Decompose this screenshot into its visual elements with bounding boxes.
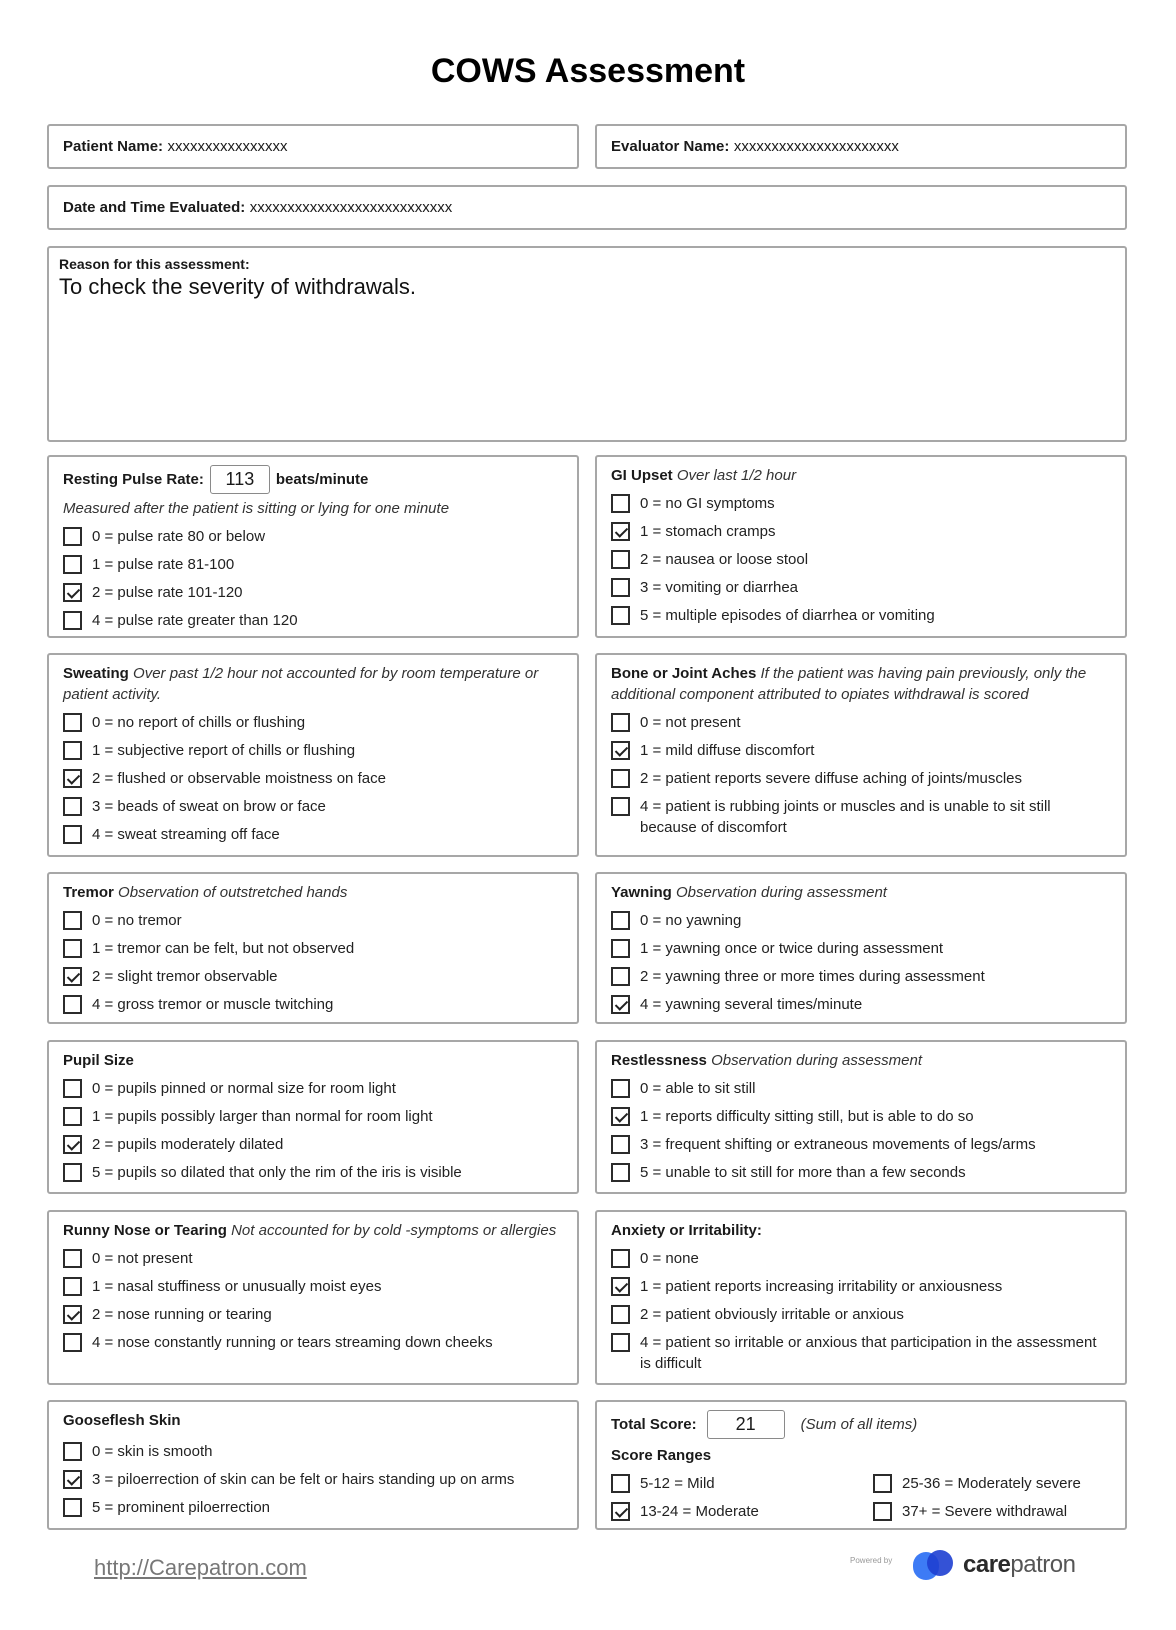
pulse-option[interactable] xyxy=(63,582,563,603)
tremor-option[interactable] xyxy=(63,994,563,1015)
checkbox[interactable] xyxy=(611,1163,630,1182)
option-label: 2 = nose running or tearing xyxy=(92,1306,272,1323)
runny-option[interactable] xyxy=(63,1248,563,1269)
date-time-field[interactable] xyxy=(47,185,1127,230)
tremor-title: Tremor xyxy=(63,884,114,901)
checkbox-checked[interactable] xyxy=(611,522,630,541)
runny-option[interactable] xyxy=(63,1332,563,1353)
option-label: 1 = pulse rate 81-100 xyxy=(92,556,235,573)
checkbox[interactable] xyxy=(63,825,82,844)
restless-title: Restlessness xyxy=(611,1052,707,1069)
checkbox[interactable] xyxy=(611,494,630,513)
pulse-unit: beats/minute xyxy=(275,471,369,488)
checkbox[interactable] xyxy=(873,1502,892,1521)
checkbox-checked[interactable] xyxy=(63,1135,82,1154)
checkbox[interactable] xyxy=(611,769,630,788)
option-label: 4 = sweat streaming off face xyxy=(92,826,280,843)
option-label: 0 = no yawning xyxy=(640,912,742,929)
goose-option[interactable] xyxy=(63,1441,563,1462)
yawning-option[interactable] xyxy=(611,910,1111,931)
total-section xyxy=(595,1400,1127,1530)
runny-section xyxy=(47,1210,579,1385)
checkbox[interactable] xyxy=(611,713,630,732)
checkbox-checked[interactable] xyxy=(611,1277,630,1296)
checkbox[interactable] xyxy=(63,1277,82,1296)
sweating-section xyxy=(47,653,579,857)
sweating-option[interactable] xyxy=(63,796,563,817)
checkbox[interactable] xyxy=(611,1249,630,1268)
bone-option[interactable] xyxy=(611,712,1111,733)
gi-option[interactable] xyxy=(611,605,1111,626)
checkbox[interactable] xyxy=(63,939,82,958)
gi-option[interactable] xyxy=(611,493,1111,514)
option-label: 0 = skin is smooth xyxy=(92,1443,213,1460)
runny-option[interactable] xyxy=(63,1304,563,1325)
checkbox[interactable] xyxy=(63,611,82,630)
checkbox[interactable] xyxy=(611,1305,630,1324)
evaluator-name-field[interactable] xyxy=(595,124,1127,169)
pulse-section xyxy=(47,455,579,638)
bone-section xyxy=(595,653,1127,857)
carepatron-wordmark: carepatron xyxy=(963,1551,1076,1578)
score-range-option[interactable] xyxy=(611,1501,849,1522)
checkbox[interactable] xyxy=(63,911,82,930)
option-label: 4 = patient is rubbing joints or muscles and is unable to sit still because of discomfort xyxy=(640,798,1051,836)
gi-option[interactable] xyxy=(611,549,1111,570)
checkbox[interactable] xyxy=(63,995,82,1014)
powered-by-text: Powered by xyxy=(850,1556,893,1565)
pulse-option[interactable] xyxy=(63,554,563,575)
option-label: 1 = tremor can be felt, but not observed xyxy=(92,940,355,957)
option-label: 2 = patient reports severe diffuse aching of joints/muscles xyxy=(640,770,1023,787)
option-label: 3 = vomiting or diarrhea xyxy=(640,579,798,596)
checkbox-checked[interactable] xyxy=(611,995,630,1014)
option-label: 25-36 = Moderately severe xyxy=(902,1475,1081,1492)
tremor-option[interactable] xyxy=(63,910,563,931)
pulse-option[interactable] xyxy=(63,526,563,547)
option-label: 1 = stomach cramps xyxy=(640,523,776,540)
option-label: 1 = mild diffuse discomfort xyxy=(640,742,815,759)
option-label: 1 = pupils possibly larger than normal for room light xyxy=(92,1108,433,1125)
option-label: 1 = subjective report of chills or flushing xyxy=(92,742,356,759)
option-label: 2 = pupils moderately dilated xyxy=(92,1136,284,1153)
checkbox[interactable] xyxy=(63,555,82,574)
option-label: 5 = pupils so dilated that only the rim of the iris is visible xyxy=(92,1164,462,1181)
pupil-option[interactable] xyxy=(63,1078,563,1099)
checkbox[interactable] xyxy=(63,1498,82,1517)
pulse-title: Resting Pulse Rate: xyxy=(63,471,204,488)
sweating-option[interactable] xyxy=(63,740,563,761)
tremor-section xyxy=(47,872,579,1024)
gi-title: GI Upset xyxy=(611,467,673,484)
anxiety-option[interactable] xyxy=(611,1332,1111,1374)
checkbox[interactable] xyxy=(611,1079,630,1098)
checkbox-checked[interactable] xyxy=(611,1502,630,1521)
footer-link[interactable]: http://Carepatron.com xyxy=(94,1555,307,1580)
checkbox-checked[interactable] xyxy=(63,1470,82,1489)
checkbox[interactable] xyxy=(63,1333,82,1352)
anxiety-option[interactable] xyxy=(611,1248,1111,1269)
checkbox[interactable] xyxy=(611,1135,630,1154)
yawning-option[interactable] xyxy=(611,966,1111,987)
pupil-option[interactable] xyxy=(63,1162,563,1183)
yawning-section xyxy=(595,872,1127,1024)
gi-option[interactable] xyxy=(611,521,1111,542)
checkbox[interactable] xyxy=(611,578,630,597)
checkbox[interactable] xyxy=(63,1107,82,1126)
total-note: (Sum of all items) xyxy=(800,1416,918,1433)
restless-option[interactable] xyxy=(611,1134,1111,1155)
anxiety-option[interactable] xyxy=(611,1304,1111,1325)
gi-option[interactable] xyxy=(611,577,1111,598)
patient-name-field[interactable] xyxy=(47,124,579,169)
option-label: 2 = patient obviously irritable or anxious xyxy=(640,1306,904,1323)
checkbox[interactable] xyxy=(611,797,630,816)
runny-title: Runny Nose or Tearing xyxy=(63,1222,227,1239)
reason-value: To check the severity of withdrawals. xyxy=(59,274,417,299)
option-label: 4 = gross tremor or muscle twitching xyxy=(92,996,334,1013)
option-label: 0 = no GI symptoms xyxy=(640,495,775,512)
pupil-section xyxy=(47,1040,579,1194)
option-label: 13-24 = Moderate xyxy=(640,1503,759,1520)
bone-option[interactable] xyxy=(611,740,1111,761)
goose-option[interactable] xyxy=(63,1497,563,1518)
runny-option[interactable] xyxy=(63,1276,563,1297)
date-time-label: Date and Time Evaluated: xyxy=(63,199,246,216)
restless-option[interactable] xyxy=(611,1078,1111,1099)
gi-note: Over last 1/2 hour xyxy=(676,467,797,484)
checkbox[interactable] xyxy=(611,939,630,958)
restless-section xyxy=(595,1040,1127,1194)
option-label: 4 = yawning several times/minute xyxy=(640,996,863,1013)
option-label: 2 = pulse rate 101-120 xyxy=(92,584,243,601)
option-label: 0 = pulse rate 80 or below xyxy=(92,528,266,545)
option-label: 0 = not present xyxy=(92,1250,193,1267)
carepatron-logo-icon xyxy=(913,1548,957,1582)
yawning-title: Yawning xyxy=(611,884,672,901)
anxiety-title: Anxiety or Irritability: xyxy=(611,1222,762,1239)
sweating-option[interactable] xyxy=(63,768,563,789)
bone-option[interactable] xyxy=(611,768,1111,789)
sweating-title: Sweating xyxy=(63,665,129,682)
restless-note: Observation during assessment xyxy=(711,1052,923,1069)
option-label: 4 = pulse rate greater than 120 xyxy=(92,612,298,629)
checkbox[interactable] xyxy=(63,713,82,732)
checkbox[interactable] xyxy=(611,550,630,569)
option-label: 2 = yawning three or more times during assessment xyxy=(640,968,985,985)
goose-section xyxy=(47,1400,579,1530)
sweating-note: Over past 1/2 hour not accounted for by room temperature or patient activity. xyxy=(63,665,539,703)
checkbox[interactable] xyxy=(63,1163,82,1182)
bone-note: If the patient was having pain previously, only the additional component attributed to opiates withdrawal is scored xyxy=(611,665,1087,703)
total-label: Total Score: xyxy=(611,1416,697,1433)
goose-option[interactable] xyxy=(63,1469,563,1490)
sweating-option[interactable] xyxy=(63,712,563,733)
sweating-option[interactable] xyxy=(63,824,563,845)
score-range-option[interactable] xyxy=(611,1473,849,1494)
total-score-input[interactable]: 21 xyxy=(707,1410,785,1439)
checkbox-checked[interactable] xyxy=(63,583,82,602)
option-label: 4 = patient so irritable or anxious that participation in the assessment is difficult xyxy=(640,1334,1097,1372)
checkbox[interactable] xyxy=(63,1442,82,1461)
yawning-option[interactable] xyxy=(611,938,1111,959)
option-label: 2 = slight tremor observable xyxy=(92,968,278,985)
checkbox[interactable] xyxy=(63,1079,82,1098)
option-label: 2 = nausea or loose stool xyxy=(640,551,809,568)
option-label: 5 = prominent piloerrection xyxy=(92,1499,271,1516)
runny-note: Not accounted for by cold -symptoms or allergies xyxy=(231,1222,557,1239)
pupil-title: Pupil Size xyxy=(63,1052,134,1069)
checkbox[interactable] xyxy=(611,1333,630,1352)
evaluator-name-label: Evaluator Name: xyxy=(611,138,730,155)
date-time-value: xxxxxxxxxxxxxxxxxxxxxxxxxxx xyxy=(249,199,453,216)
option-label: 0 = able to sit still xyxy=(640,1080,756,1097)
checkbox[interactable] xyxy=(873,1474,892,1493)
checkbox[interactable] xyxy=(63,527,82,546)
checkbox[interactable] xyxy=(611,911,630,930)
option-label: 1 = patient reports increasing irritability or anxiousness xyxy=(640,1278,1003,1295)
yawning-option[interactable] xyxy=(611,994,1111,1015)
checkbox[interactable] xyxy=(63,797,82,816)
checkbox[interactable] xyxy=(63,1249,82,1268)
option-label: 3 = frequent shifting or extraneous movements of legs/arms xyxy=(640,1136,1036,1153)
option-label: 0 = none xyxy=(640,1250,699,1267)
option-label: 3 = piloerrection of skin can be felt or hairs standing up on arms xyxy=(92,1471,515,1488)
checkbox-checked[interactable] xyxy=(611,741,630,760)
restless-option[interactable] xyxy=(611,1162,1111,1183)
option-label: 0 = no report of chills or flushing xyxy=(92,714,306,731)
checkbox[interactable] xyxy=(63,741,82,760)
bone-title: Bone or Joint Aches xyxy=(611,665,757,682)
option-label: 0 = not present xyxy=(640,714,741,731)
yawning-note: Observation during assessment xyxy=(676,884,887,901)
tremor-note: Observation of outstretched hands xyxy=(118,884,348,901)
restless-option[interactable] xyxy=(611,1106,1111,1127)
anxiety-section xyxy=(595,1210,1127,1385)
reason-field[interactable] xyxy=(47,246,1127,442)
option-label: 2 = flushed or observable moistness on face xyxy=(92,770,386,787)
evaluator-name-value: xxxxxxxxxxxxxxxxxxxxxx xyxy=(733,138,899,155)
goose-title: Gooseflesh Skin xyxy=(63,1412,181,1429)
checkbox[interactable] xyxy=(611,1474,630,1493)
reason-label: Reason for this assessment: xyxy=(59,256,250,272)
page-title: COWS Assessment xyxy=(430,52,746,90)
option-label: 3 = beads of sweat on brow or face xyxy=(92,798,326,815)
option-label: 5 = unable to sit still for more than a few seconds xyxy=(640,1164,966,1181)
checkbox-checked[interactable] xyxy=(63,1305,82,1324)
score-ranges-title: Score Ranges xyxy=(611,1447,712,1464)
anxiety-option[interactable] xyxy=(611,1276,1111,1297)
option-label: 5-12 = Mild xyxy=(640,1475,715,1492)
score-range-option[interactable] xyxy=(873,1473,1111,1494)
option-label: 0 = no tremor xyxy=(92,912,182,929)
patient-name-label: Patient Name: xyxy=(63,138,164,155)
tremor-option[interactable] xyxy=(63,938,563,959)
checkbox-checked[interactable] xyxy=(63,769,82,788)
patient-name-value: xxxxxxxxxxxxxxxx xyxy=(167,138,288,155)
option-label: 1 = nasal stuffiness or unusually moist eyes xyxy=(92,1278,382,1295)
pulse-value-input[interactable]: 113 xyxy=(210,465,270,494)
option-label: 37+ = Severe withdrawal xyxy=(902,1503,1068,1520)
option-label: 5 = multiple episodes of diarrhea or vomiting xyxy=(640,607,935,624)
tremor-option[interactable] xyxy=(63,966,563,987)
option-label: 1 = reports difficulty sitting still, but is able to do so xyxy=(640,1108,974,1125)
pupil-option[interactable] xyxy=(63,1106,563,1127)
checkbox[interactable] xyxy=(611,606,630,625)
option-label: 0 = pupils pinned or normal size for room light xyxy=(92,1080,396,1097)
checkbox-checked[interactable] xyxy=(611,1107,630,1126)
checkbox[interactable] xyxy=(611,967,630,986)
checkbox-checked[interactable] xyxy=(63,967,82,986)
gi-section xyxy=(595,455,1127,638)
bone-option[interactable] xyxy=(611,796,1111,838)
carepatron-logo xyxy=(913,1548,1075,1582)
option-label: 4 = nose constantly running or tears streaming down cheeks xyxy=(92,1334,493,1351)
pulse-option[interactable] xyxy=(63,610,563,631)
pulse-note: Measured after the patient is sitting or lying for one minute xyxy=(63,500,450,517)
pupil-option[interactable] xyxy=(63,1134,563,1155)
option-label: 1 = yawning once or twice during assessment xyxy=(640,940,944,957)
score-range-option[interactable] xyxy=(873,1501,1111,1522)
